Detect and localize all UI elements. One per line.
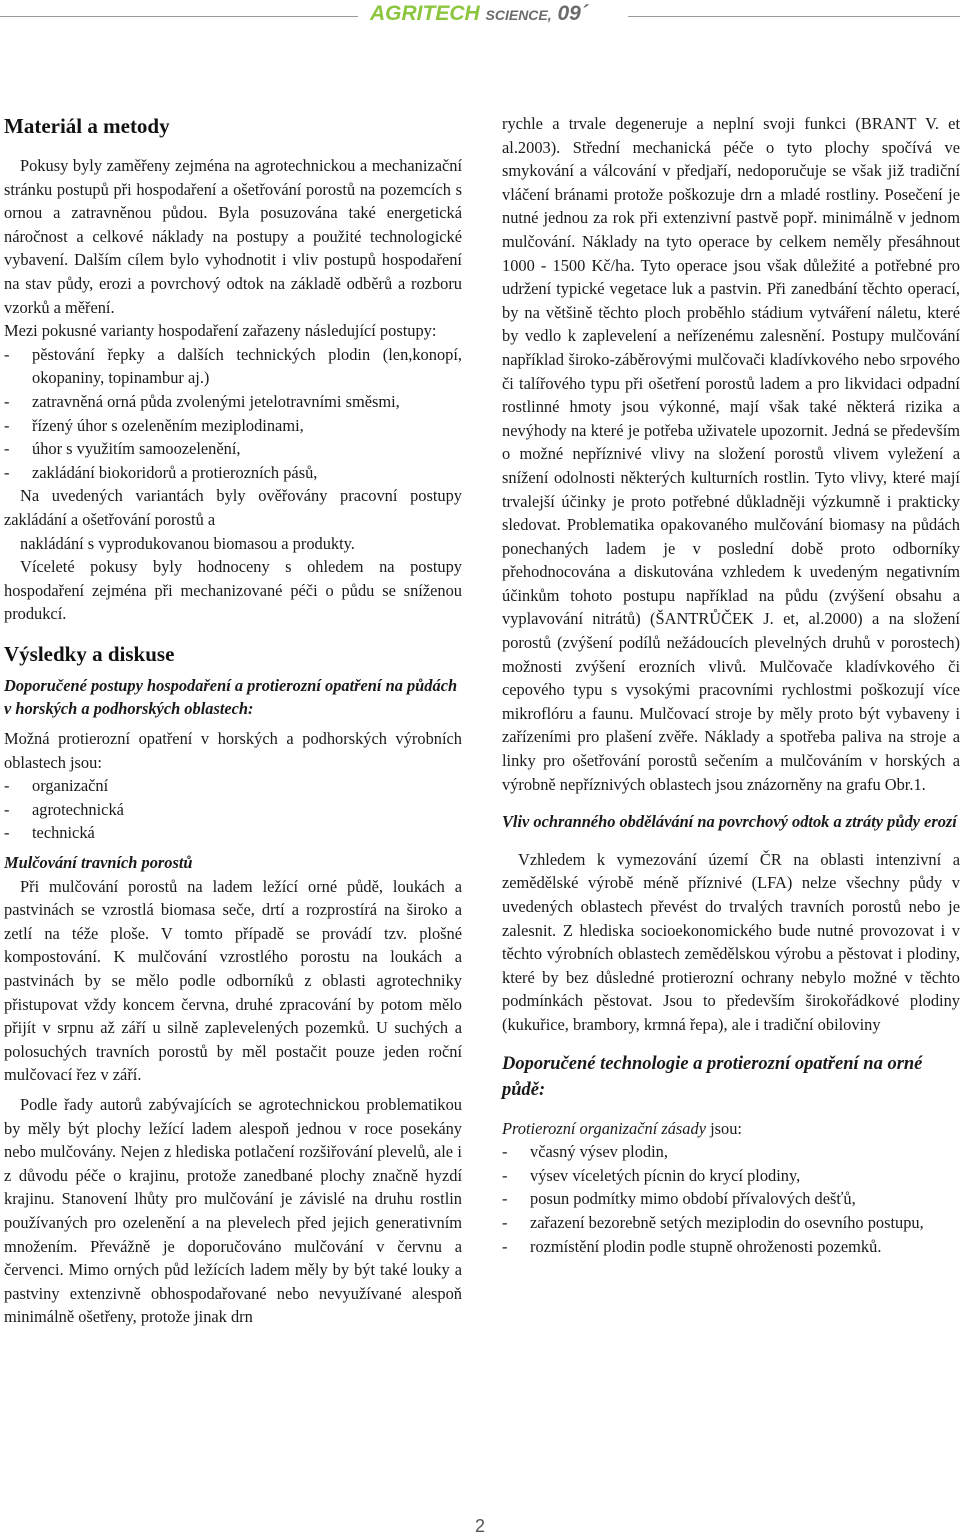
list-item: - včasný výsev plodin,	[502, 1142, 668, 1162]
subheading-arable-technologies: Doporučené technologie a protierozní opatření na orné půdě:	[502, 1053, 923, 1100]
list-item: - výsev víceletých pícnin do krycí plodiny,	[502, 1165, 801, 1185]
list-item: - agrotechnická	[4, 799, 124, 819]
list-item-text: posun podmítky mimo období přívalových dešťů,	[530, 1189, 856, 1209]
list-item: - úhor s využitím samoozelenění,	[4, 439, 241, 459]
variants-list	[4, 343, 462, 485]
list-item-text: úhor s využitím samoozelenění,	[32, 439, 241, 459]
list-item-text: výsev víceletých pícnin do krycí plodiny,	[530, 1165, 801, 1185]
list-item: - organizační	[4, 776, 109, 796]
header-rule-left	[0, 16, 358, 17]
list-item: - zařazení bezorebně setých meziplodin do osevního postupu,	[502, 1212, 924, 1232]
list-item: - zatravněná orná půda zvolenými jetelotravními směsmi,	[4, 391, 400, 411]
list-item: - rozmístění plodin podle stupně ohroženosti pozemků.	[502, 1236, 882, 1256]
page-number: 2	[474, 1516, 485, 1536]
mulching-paragraph-1: Při mulčování porostů na ladem ležící orné půdě, loukách a pastvinách se vzrostlá biomasa seče, drtí a rozprostírá na široko a zetlí na téže ploše. V tomto případě se provádí tzv. plošné kompostování. K mulčování vzrostlého porostu na loukách a pastvinách by se mělo podle odborníků z oblasti agrotechniky přistupovat vždy koncem června, druhé zpracování by potom mělo přijít v srpnu až září u silně zaplevelených pozemků. U suchých a polosuchých travních porostů by měl postačit pouze jeden roční mulčovací řez v září.	[4, 876, 462, 1085]
running-header	[0, 0, 960, 32]
principles-intro-rest: jsou:	[705, 1118, 742, 1138]
list-item-text: zakládání biokoridorů a protierozních pásů,	[32, 462, 318, 482]
results-paragraph-1: Možná protierozní opatření v horských a podhorských výrobních oblastech jsou:	[4, 729, 462, 772]
methods-paragraph-4: Víceleté pokusy byly hodnoceny s ohledem na postupy hospodaření zejména při mechanizované péči o půdu se sníženou produkcí.	[4, 557, 462, 624]
journal-title	[370, 2, 620, 26]
list-item-text: rozmístění plodin podle stupně ohroženosti pozemků.	[530, 1236, 882, 1256]
list-item-text: technická	[32, 823, 95, 843]
list-item: - řízený úhor s ozeleněním meziplodinami,	[4, 415, 304, 435]
list-item-text: zařazení bezorebně setých meziplodin do osevního postupu,	[530, 1212, 924, 1232]
list-item: - posun podmítky mimo období přívalových dešťů,	[502, 1189, 856, 1209]
subheading-recommended-practices: Doporučené postupy hospodaření a protierozní opatření na půdách v horských a podhorských oblastech:	[4, 675, 458, 719]
methods-paragraph-2: Mezi pokusné varianty hospodaření zařazeny následující postupy:	[4, 321, 437, 341]
principles-list	[502, 1140, 960, 1258]
right-column	[502, 112, 960, 1258]
subheading-mulching: Mulčování travních porostů	[4, 853, 193, 873]
list-item-text: zatravněná orná půda zvolenými jetelotravními směsmi,	[32, 391, 400, 411]
principles-intro	[502, 1117, 960, 1141]
list-item: - technická	[4, 823, 95, 843]
journal-science: SCIENCE,	[485, 7, 552, 23]
tillage-paragraph: Vzhledem k vymezování území ČR na oblasti intenzivní a zemědělské výrobě méně příznivé (LFA) nelze všechny půdy v uvedených oblastech převést do trvalých travních porostů nebo je zalesnit. Z hlediska socioekonomického bude nutné provozovat i v těchto výrobních oblastech zemědělskou výrobu a pěstovat i plodiny, které by bez důsledné protierozní ochrany nebylo možné v těchto podmínkách pěstovat. Jsou to především širokořádkové plodiny (kukuřice, brambory, krmná řepa), ale i tradiční obiloviny	[502, 849, 960, 1034]
list-item: - pěstování řepky a dalších technických plodin (len,konopí, okopaniny, topinambur aj.)	[4, 344, 462, 388]
list-item-text: organizační	[32, 776, 109, 796]
left-column	[4, 112, 462, 1329]
principles-intro-italic: Protierozní organizační zásady	[502, 1118, 706, 1138]
continued-paragraph: rychle a trvale degeneruje a neplní svoji funkci (BRANT V. et al.2003). Střední mechanická péče o tyto plochy spočívá ve smykování a válcování v předjaří, nedoporučuje se však již tradiční vláčení bránami protože poškozuje drn a mladé rostliny. Posečení je nutné jednou za rok při extenzivní pastvě popř. minimálně v jednom mulčování. Náklady na tyto operace by celkem neměly přesáhnout 1000 - 1500 Kč/ha. Tyto operace jsou však důležité a potřebné pro udržení typické vegetace luk a pastvin. Při zanedbání těchto operací, by na většině těchto ploch proběhlo stádium vytváření náletu, které by vedlo k zaplevelení a neřízenému zalesnění. Postupy mulčování například široko-záběrovými mulčovači kladívkového nebo srpového či talířového typu při ošetření porostů ladem a pro likvidaci odpadní rostlinné hmoty jsou výkonné, mají však také některá rizika a nevýhody na které je potřeba uživatele upozornit. Jedná se především o možné nepříznivé vlivy na složení porostů vlivem vyležení a snížení odolnosti některých kulturních rostlin. Tyto vlivy, které mají trvalejší účinky je proto potřebné důkladněji výzkumně i prakticky sledovat. Problematika opakovaného mulčování biomasy na půdách ponechaných ladem je v poslední době proto odborníky přehodnocována a diskutována vzhledem k uvedeným negativním účinkům tohoto postupu například na půdu (zvýšení obsahu a vyplavování nitrátů) (ŠANTRŮČEK J. et, al.2000) a na složení porostů (zvýšení podílů nežádoucích plevelných druhů v porostech) možnosti zvýšení erozních vlivů. Mulčovače kladívkového či cepového typu s vysokými pracovními rychlostmi poškozují více mikroflóru a faunu. Mulčovací stroje by měly proto být vybaveny i zařízeními pro plašení zvěře. Náklady a spotřeba paliva na stroje a linky pro ošetřování porostů sečením a mulčováním v horských a výrobně nepříznivých oblastech jsou znázorněny na grafu Obr.1.	[502, 114, 960, 794]
list-item-text: agrotechnická	[32, 799, 124, 819]
list-item: - zakládání biokoridorů a protierozních pásů,	[4, 462, 318, 482]
list-item-text: včasný výsev plodin,	[530, 1142, 668, 1162]
header-rule-right	[628, 16, 960, 17]
methods-paragraph-3: Na uvedených variantách byly ověřovány pracovní postupy zakládání a ošetřování porostů a	[4, 486, 462, 529]
list-item-text: řízený úhor s ozeleněním meziplodinami,	[32, 415, 304, 435]
measures-list	[4, 774, 462, 845]
subheading-tillage-effect: Vliv ochranného obdělávání na povrchový odtok a ztráty půdy erozí	[502, 812, 957, 832]
mulching-paragraph-2: Podle řady autorů zabývajících se agrotechnickou problematikou by měly být plochy ležící ladem alespoň jednou v roce posekány nebo mulčovány. Nejen z hlediska potlačení rozšiřování plevelů, ale i z důvodu péče o krajinu, protože zanedbané plochy značně hyzdí krajinu. Stanovení lhůty pro mulčování je závislé na druhu rostlin používaných pro ozelenění a na plevelech před jejich generativním množením. Převážně je doporučováno mulčování v červnu a červenci. Mimo orných půd ležících ladem měly by být také louky a pastviny extenzivně obhospodařované nebo nevyužívané alespoň minimálně ošetřeny, protože jinak drn	[4, 1094, 462, 1327]
list-item-text: pěstování řepky a dalších technických plodin (len,konopí, okopaniny, topinambur aj.)	[32, 344, 462, 388]
section-heading-methods: Materiál a metody	[4, 114, 170, 138]
journal-brand: AGRITECH	[370, 2, 480, 25]
methods-paragraph-1: Pokusy byly zaměřeny zejména na agrotechnickou a mechanizační stránku postupů při hospodaření a ošetřování porostů na pozemcích s ornou a zatravněnou půdou. Byla posuzována také energetická náročnost a celkové náklady na postupy a použité technologické vybavení. Dalším cílem bylo vyhodnotit i vliv postupů hospodaření na stav půdy, erozi a povrchový odtok na základě odběrů a rozboru vzorků a měření.	[4, 156, 462, 317]
journal-issue: 09´	[557, 2, 588, 25]
methods-paragraph-3b: nakládání s vyprodukovanou biomasou a produkty.	[20, 533, 355, 553]
section-heading-results: Výsledky a diskuse	[4, 641, 175, 666]
